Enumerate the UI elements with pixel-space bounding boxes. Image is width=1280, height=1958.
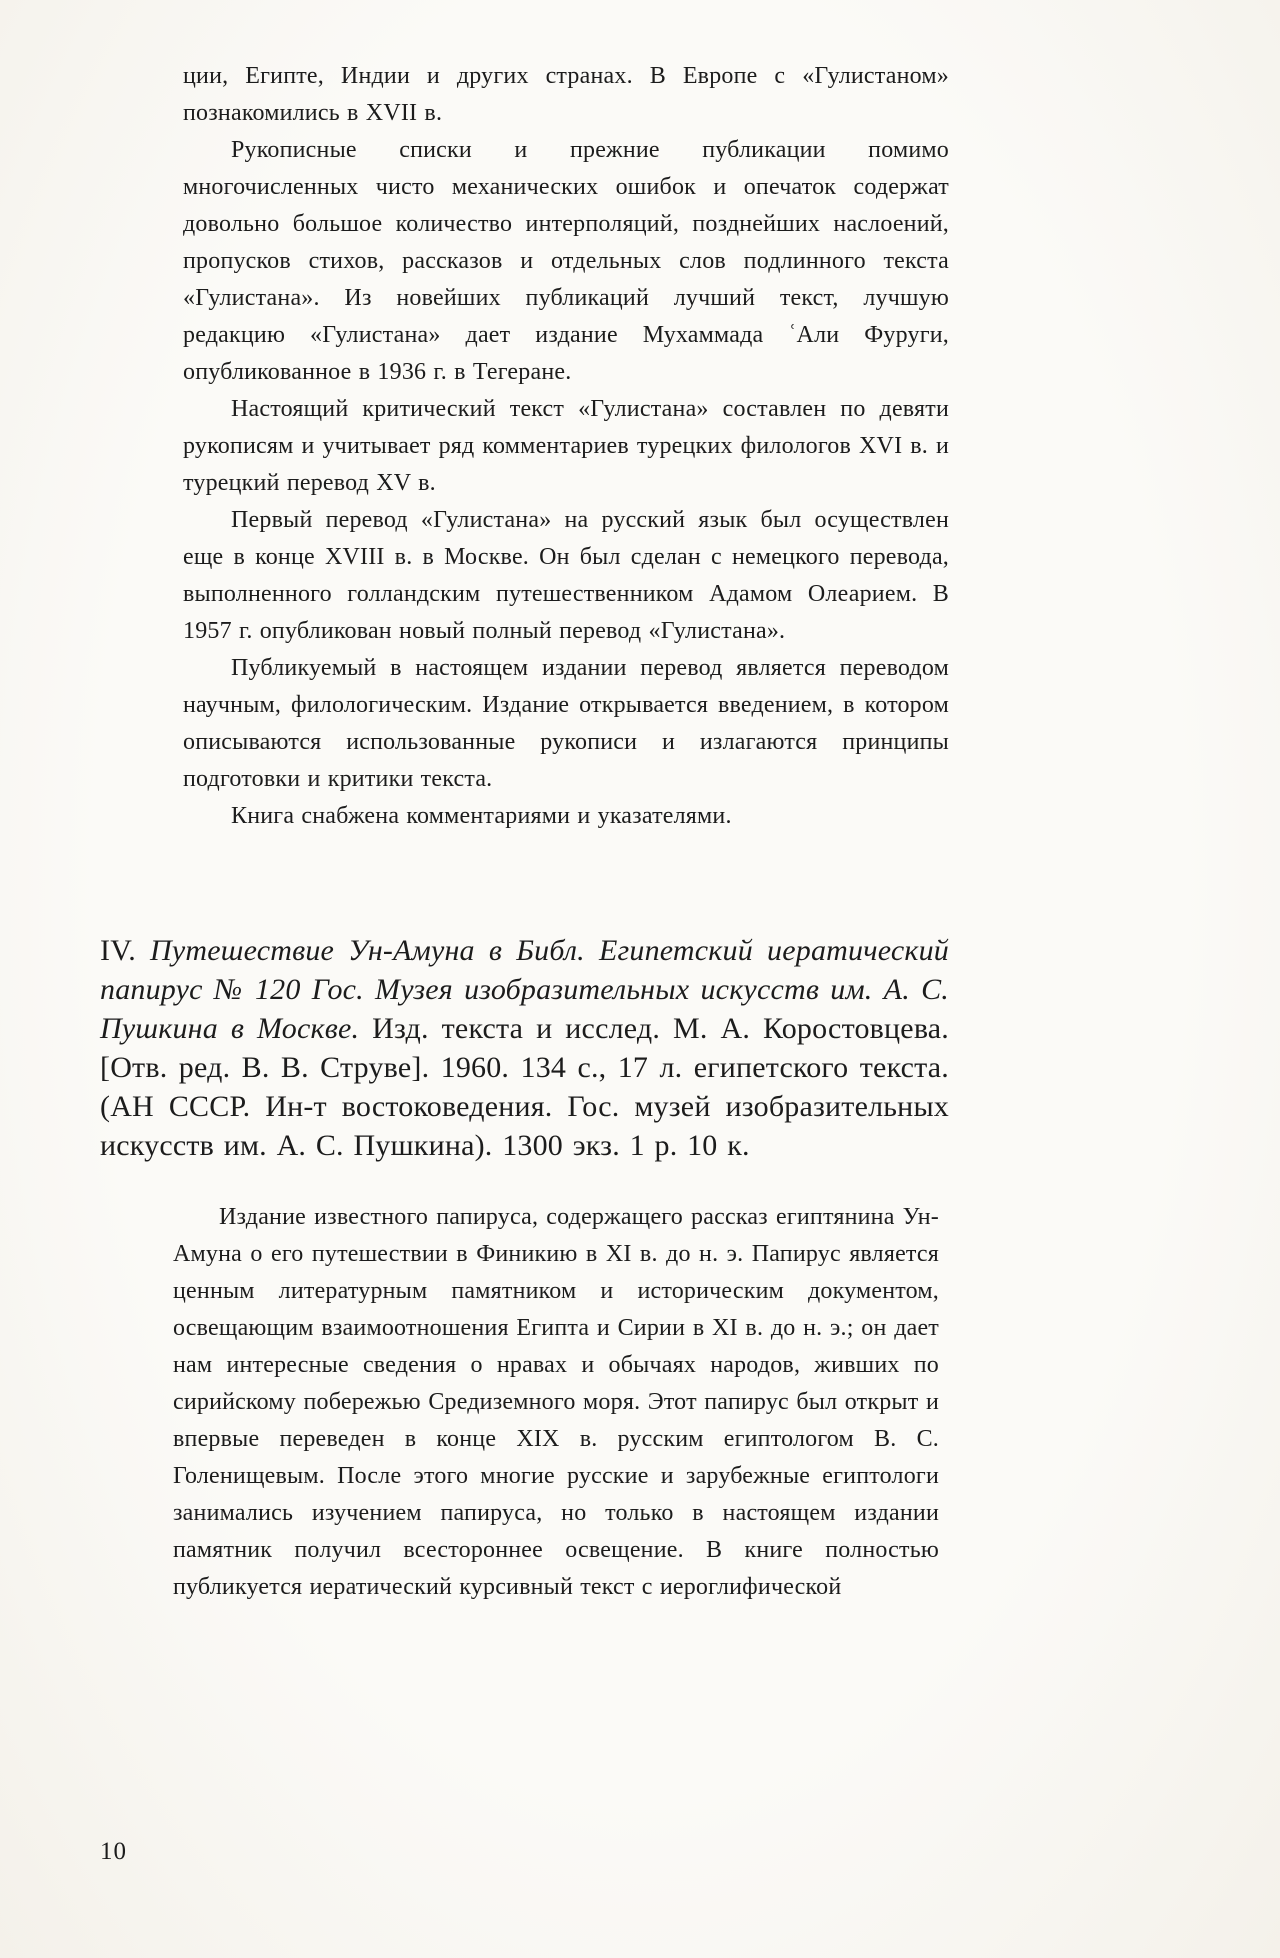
paragraph: Рукописные списки и прежние публикации помимо многочисленных чисто механических ошибок и опечаток содержат довольно большое количество интерполяций, позднейших наслоений, пропусков стихов, рассказов и отдельных слов подлинного текста «Гулистана». Из новейших публикаций лучший текст, лучшую редакцию «Гулистана» дает издание Мухаммада ʿАли Фуруги, опубликованное в 1936 г. в Тегеране. [183,137,949,385]
paragraph: Публикуемый в настоящем издании перевод является переводом научным, филологическим. Издание открывается введением, в котором описываются использованные рукописи и излагаются принципы подготовки и критики текста. [183,655,949,792]
entry-imprint: Изд. текста и исслед. М. А. Коростовцева. [Отв. ред. В. В. Струве]. 1960. 134 с., 17 л. египетского текста. (АН СССР. Ин-т востоковедения. Гос. музей изобразительных искусств им. А. С. Пушкина). 1300 экз. 1 р. 10 к. [100,1012,950,1162]
gulistan-entry-continuation [183,58,949,835]
entry-number: IV. [100,934,151,967]
entry-heading [100,931,949,1165]
paragraph: Книга снабжена комментариями и указателями. [231,803,732,829]
paragraph: ции, Египте, Индии и других странах. В Европе с «Гулистаном» познакомились в XVII в. [183,63,949,126]
entry-title: Путешествие Ун-Амуна в Библ. Египетский иератический папирус № 120 Гос. Музея изобразительных искусств им. А. С. Пушкина в Москве. [100,934,950,1045]
entry-annotation: Издание известного папируса, содержащего рассказ египтянина Ун-Амуна о его путешествии в Финикию в XI в. до н. э. Папирус является ценным литературным памятником и историческим документом, освещающим взаимоотношения Египта и Сирии в XI в. до н. э.; он дает нам интересные сведения о нравах и обычаях народов, живших по сирийскому побережью Средиземного моря. Этот папирус был открыт и впервые переведен в конце XIX в. русским египтологом В. С. Голенищевым. После этого многие русские и зарубежные египтологи занимались изучением папируса, но только в настоящем издании памятник получил всестороннее освещение. В книге полностью публикуется иератический курсивный текст с иероглифической [173,1204,939,1600]
paragraph: Настоящий критический текст «Гулистана» составлен по девяти рукописям и учитывает ряд комментариев турецких филологов XVI в. и турецкий перевод XV в. [183,396,949,496]
paragraph: Первый перевод «Гулистана» на русский язык был осуществлен еще в конце XVIII в. в Москве. Он был сделан с немецкого перевода, выполненного голландским путешественником Адамом Олеарием. В 1957 г. опубликован новый полный перевод «Гулистана». [183,507,949,644]
page-number: 10 [100,1838,127,1865]
bibliography-entry-iv [100,931,949,1606]
page-content [100,58,950,1606]
